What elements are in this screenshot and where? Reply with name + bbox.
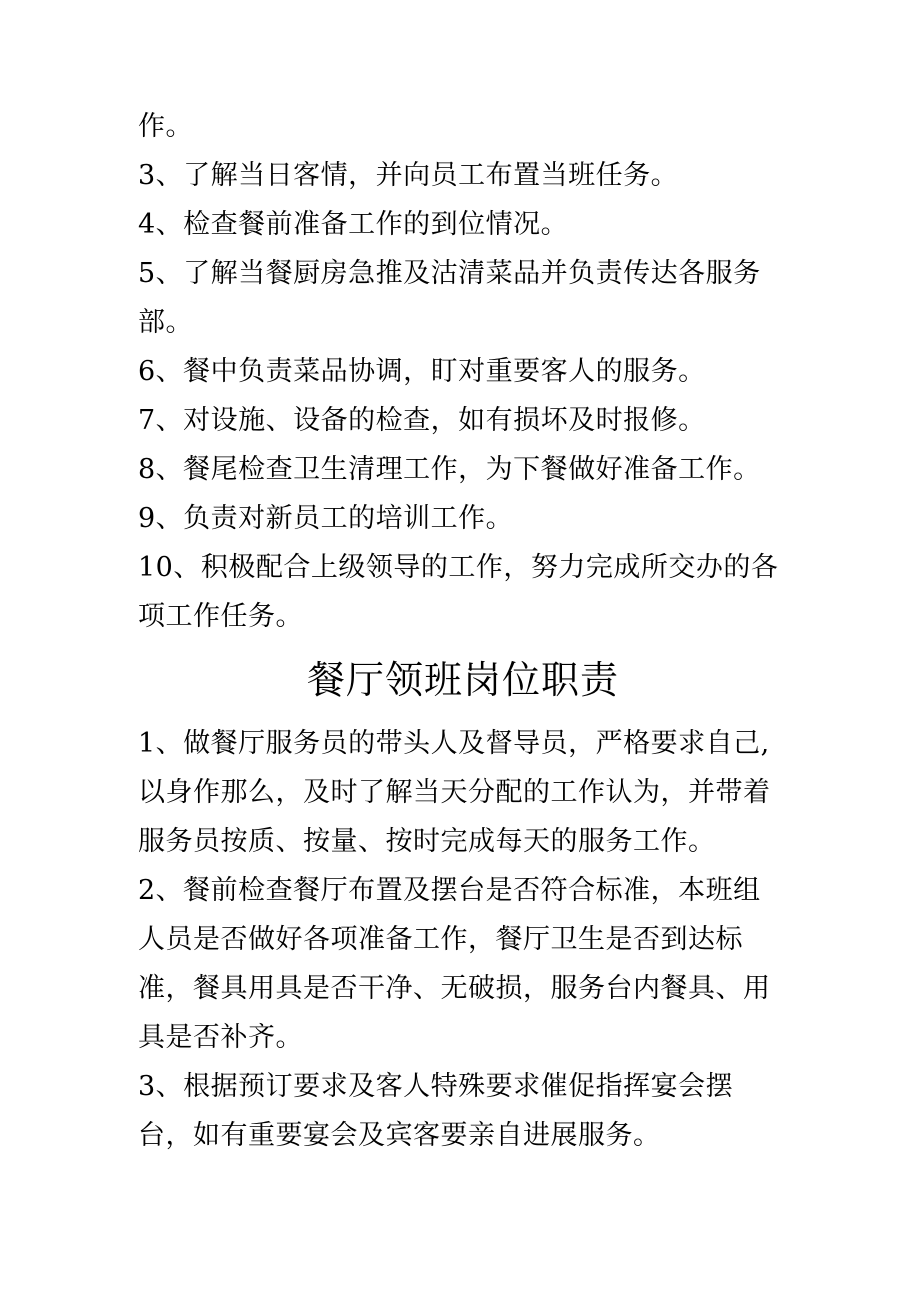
text-line: 台，如有重要宴会及宾客要亲自进展服务。 bbox=[138, 1120, 661, 1151]
duty-item-3: 3、了解当日客情，并向员工布置当班任务。 bbox=[138, 160, 679, 191]
text-line: 具是否补齐。 bbox=[138, 1022, 303, 1053]
document-page bbox=[138, 102, 788, 1160]
text-line: 作。 bbox=[138, 111, 193, 142]
text-line: 服务员按质、按量、按时完成每天的服务工作。 bbox=[138, 826, 716, 857]
duty-item-5: 5、了解当餐厨房急推及沽清菜品并负责传达各服务 bbox=[138, 258, 761, 289]
duty-list-supervisor bbox=[138, 719, 788, 1160]
text-line: 以身作那么，及时了解当天分配的工作认为，并带着 bbox=[138, 777, 771, 808]
duty-list-previous bbox=[138, 102, 788, 641]
duty-item-2: 2、餐前检查餐厅布置及摆台是否符合标准，本班组 bbox=[138, 875, 761, 906]
duty-item-6: 6、餐中负责菜品协调，盯对重要客人的服务。 bbox=[138, 356, 706, 387]
text-line: 项工作任务。 bbox=[138, 601, 303, 632]
text-line: 部。 bbox=[138, 307, 193, 338]
duty-item-4: 4、检查餐前准备工作的到位情况。 bbox=[138, 209, 569, 240]
duty-item-3: 3、根据预订要求及客人特殊要求催促指挥宴会摆 bbox=[138, 1071, 734, 1102]
duty-item-9: 9、负责对新员工的培训工作。 bbox=[138, 503, 514, 534]
section-heading: 餐厅领班岗位职责 bbox=[306, 658, 619, 702]
text-line: 准，餐具用具是否干净、无破损，服务台内餐具、用 bbox=[138, 973, 771, 1004]
duty-item-1: 1、做餐厅服务员的带头人及督导员，严格要求自己, bbox=[138, 728, 770, 759]
duty-item-8: 8、餐尾检查卫生清理工作，为下餐做好准备工作。 bbox=[138, 454, 761, 485]
duty-item-10: 10、积极配合上级领导的工作，努力完成所交办的各 bbox=[138, 552, 779, 583]
text-line: 人员是否做好各项准备工作，餐厅卫生是否到达标 bbox=[138, 924, 743, 955]
duty-item-7: 7、对设施、设备的检查，如有损坏及时报修。 bbox=[138, 405, 706, 436]
